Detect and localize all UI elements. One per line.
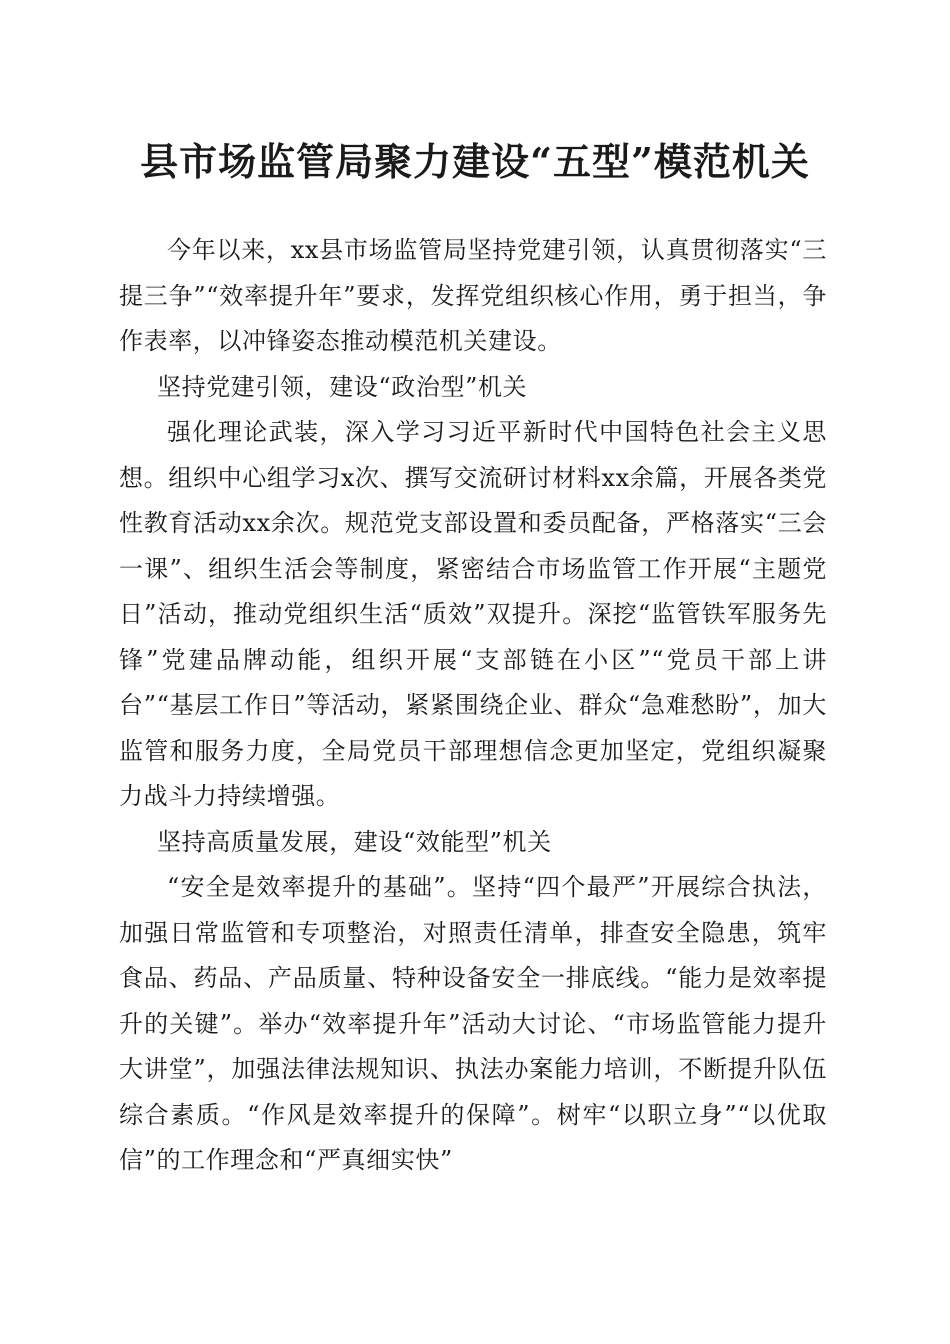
section-heading-political: 坚持党建引领，建设“政治型”机关 — [157, 372, 528, 401]
section-heading-efficiency: 坚持高质量发展，建设“效能型”机关 — [157, 827, 552, 856]
document-body — [119, 228, 827, 1184]
intro-paragraph: 今年以来，xx县市场监管局坚持党建引领，认真贯彻落实“三提三争”“效率提升年”要求，发挥党组织核心作用，勇于担当，争作表率，以冲锋姿态推动模范机关建设。 — [119, 236, 827, 355]
political-paragraph: 强化理论武装，深入学习习近平新时代中国特色社会主义思想。组织中心组学习x次、撰写交流研讨材料xx余篇，开展各类党性教育活动xx余次。规范党支部设置和委员配备，严格落实“三会一课”、组织生活会等制度，紧密结合市场监管工作开展“主题党日”活动，推动党组织生活“质效”双提升。深挖“监管铁军服务先锋”党建品牌动能，组织开展“支部链在小区”“党员干部上讲台”“基层工作日”等活动，紧紧围绕企业、群众“急难愁盼”，加大监管和服务力度，全局党员干部理想信念更加坚定，党组织凝聚力战斗力持续增强。 — [119, 418, 827, 810]
document-title: 县市场监管局聚力建设“五型”模范机关 — [140, 139, 810, 184]
efficiency-paragraph: “安全是效率提升的基础”。坚持“四个最严”开展综合执法，加强日常监管和专项整治，对照责任清单，排查安全隐患，筑牢食品、药品、产品质量、特种设备安全一排底线。“能力是效率提升的关键”。举办“效率提升年”活动大讨论、“市场监管能力提升大讲堂”，加强法律法规知识、执法办案能力培训，不断提升队伍综合素质。“作风是效率提升的保障”。树牢“以职立身”“以优取信”的工作理念和“严真细实快” — [119, 873, 827, 1174]
